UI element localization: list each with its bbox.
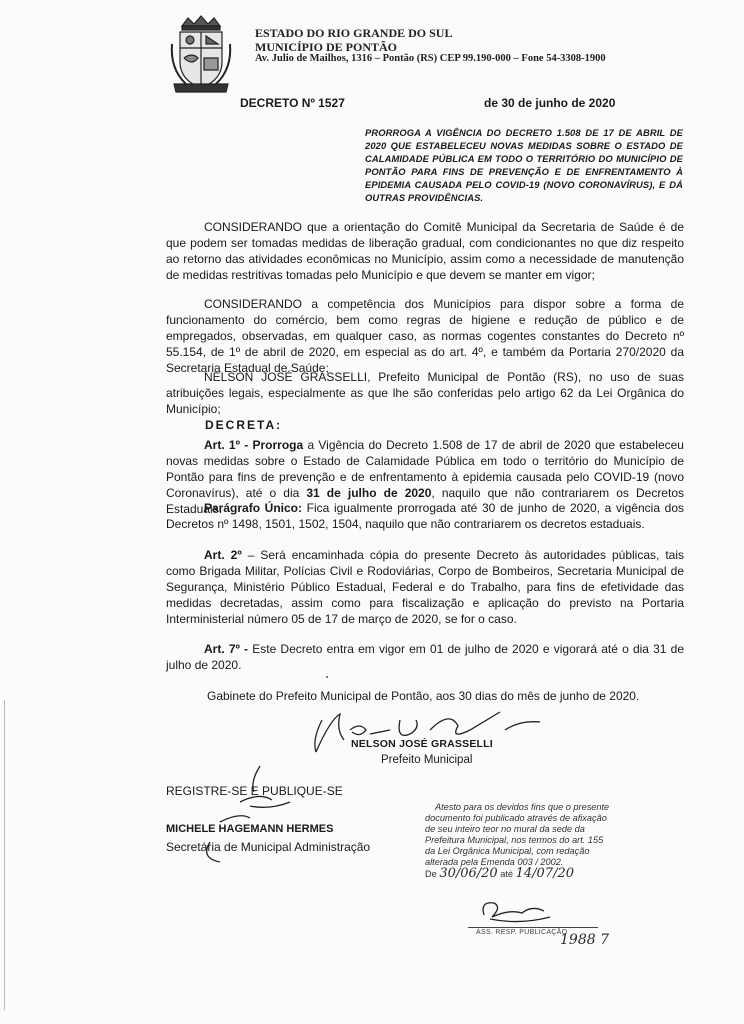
article-1-text-b: , naquilo que não contrariarem os Decretos Estaduais. [166,486,684,516]
article-2-label: Art. 2º [204,548,242,562]
stamp-date-from: 30/06/20 [439,866,498,881]
header-state: ESTADO DO RIO GRANDE DO SUL [255,26,453,40]
stamp-handwritten-number: 1988 7 [560,932,609,948]
mayor-signature-icon [300,700,550,760]
header-municipality: MUNICÍPIO DE PONTÃO [255,40,398,54]
decreta-heading: DECRETA: [205,418,283,432]
municipal-coat-of-arms-icon [168,14,234,94]
article-2-text: – Será encaminhada cópia do presente Decreto às autoridades públicas, tais como Brigada Militar, Polícias Civil e Rodoviárias, Corpo de Bombeiros, Secretaria Municipal de Segurança, Ministério Público Estadual, Federal e do Trabalho, para fins de efetividade das medidas decretadas, assim como para fiscalização e aplicação do previsto na Portaria Interministerial número 05 de 17 de março de 2020, se for o caso. [166,548,685,626]
article-1-label: Art. 1º - Prorroga [204,438,304,452]
article-2 [166,547,684,627]
stamp-de-label: De [425,869,437,879]
article-1-text-a: a Vigência do Decreto 1.508 de 17 de abril de 2020 que estabeleceu novas medidas sobre o Estado de Calamidade Pública em todo o território do Município de Pontão para fins de prevenção e de enfrentamento à epidemia causada pelo COVID-19 (novo Coronavírus), até o dia [166,438,684,500]
registre-publique: REGISTRE-SE E PUBLIQUE-SE [166,784,343,798]
stamp-line-2: documento foi publicado através de afixação [425,813,607,823]
paragrafo-unico-text: Fica igualmente prorrogada até 30 de junho de 2020, a vigência dos Decretos nº 1498, 1501, 1502, 1504, naquilo que não contrariarem os decretos estaduais. [166,501,684,531]
stamp-line-3: de seu inteiro teor no mural da sede da [425,824,585,834]
header-address: Av. Julio de Mailhos, 1316 – Pontão (RS) CEP 99.190-000 – Fone 54-3308-1900 [255,53,606,64]
stamp-line-4: Prefeitura Municipal, nos termos do art. 155 [425,835,604,845]
decree-date: de 30 de junho de 2020 [484,96,616,110]
decree-ementa: PRORROGA A VIGÊNCIA DO DECRETO 1.508 DE 17 DE ABRIL DE 2020 QUE ESTABELECEU NOVAS MEDIDAS SOBRE O ESTADO DE CALAMIDADE PÚBLICA EM TODO O TERRITÓRIO DO MUNICÍPIO DE PONTÃO PARA FINS DE PREVENÇÃO E DE ENFRENTAMENTO À EPIDEMIA CAUSADA PELO COVID-19 (NOVO CORONAVÍRUS), E DÁ OUTRAS PROVIDÊNCIAS. [365,127,683,204]
considerando-2: CONSIDERANDO a competência dos Municípios para dispor sobre a forma de funcionamento do comércio, bem como regras de higiene e redução de público e de empregados, observadas, em qualquer caso, as normas cogentes constantes do Decreto nº 55.154, de 1º de abril de 2020, em especial as do art. 4º, e também da Portaria 270/2020 da Secretaria Estadual de Saúde; [166,297,684,375]
gabinete-line: Gabinete do Prefeito Municipal de Pontão, aos 30 dias do mês de junho de 2020. [207,689,640,703]
stamp-ate-label: até [500,869,514,879]
secretary-title: Secretária de Municipal Administração [166,840,371,854]
stamp-line-5: da Lei Orgânica Municipal, com redação [425,846,590,856]
decree-number: DECRETO Nº 1527 [240,96,345,110]
preambulo: NELSON JOSÉ GRASSELLI, Prefeito Municipal de Pontão (RS), no uso de suas atribuições legais, especialmente as que lhe são conferidas pelo artigo 62 da Lei Orgânica do Município; [166,370,684,416]
stamp-line-1: Atesto para os devidos fins que o presente [435,802,610,812]
secretary-name: MICHELE HAGEMANN HERMES [166,823,334,835]
scan-edge-line [4,700,5,1010]
mayor-name: NELSON JOSÉ GRASSELLI [351,738,493,750]
paragrafo-unico-label: Parágrafo Único: [204,501,302,515]
publication-stamp [425,802,625,880]
considerando-1: CONSIDERANDO que a orientação do Comitê Municipal da Secretaria de Saúde é de que podem ser tomadas medidas de liberação gradual, com condicionantes no que diz respeito ao retorno das atividades econômicas no Município, assim como a necessidade de manutenção de medidas restritivas tomadas pelo Município e que devem se manter em vigor; [166,220,684,282]
secretary-signature-icon [180,762,300,872]
stamp-date-to: 14/07/20 [515,866,574,881]
article-7 [166,641,684,673]
stamp-resp-label: ASS. RESP. PUBLICAÇÃO [476,929,568,936]
stamp-line-6: alterada pela Emenda 003 / 2002. [425,857,564,867]
article-7-label: Art. 7º - [204,642,249,656]
article-1-date: 31 de julho de 2020 [306,486,432,500]
stamp-dates [425,868,625,880]
stamp-signature-line [468,927,598,928]
stamp-signature-icon [470,895,560,927]
article-7-text: Este Decreto entra em vigor em 01 de julho de 2020 e vigorará até o dia 31 de julho de 2020. [166,642,684,672]
mayor-title: Prefeito Municipal [381,754,473,766]
scan-speck [326,676,328,678]
paragrafo-unico [166,500,684,532]
